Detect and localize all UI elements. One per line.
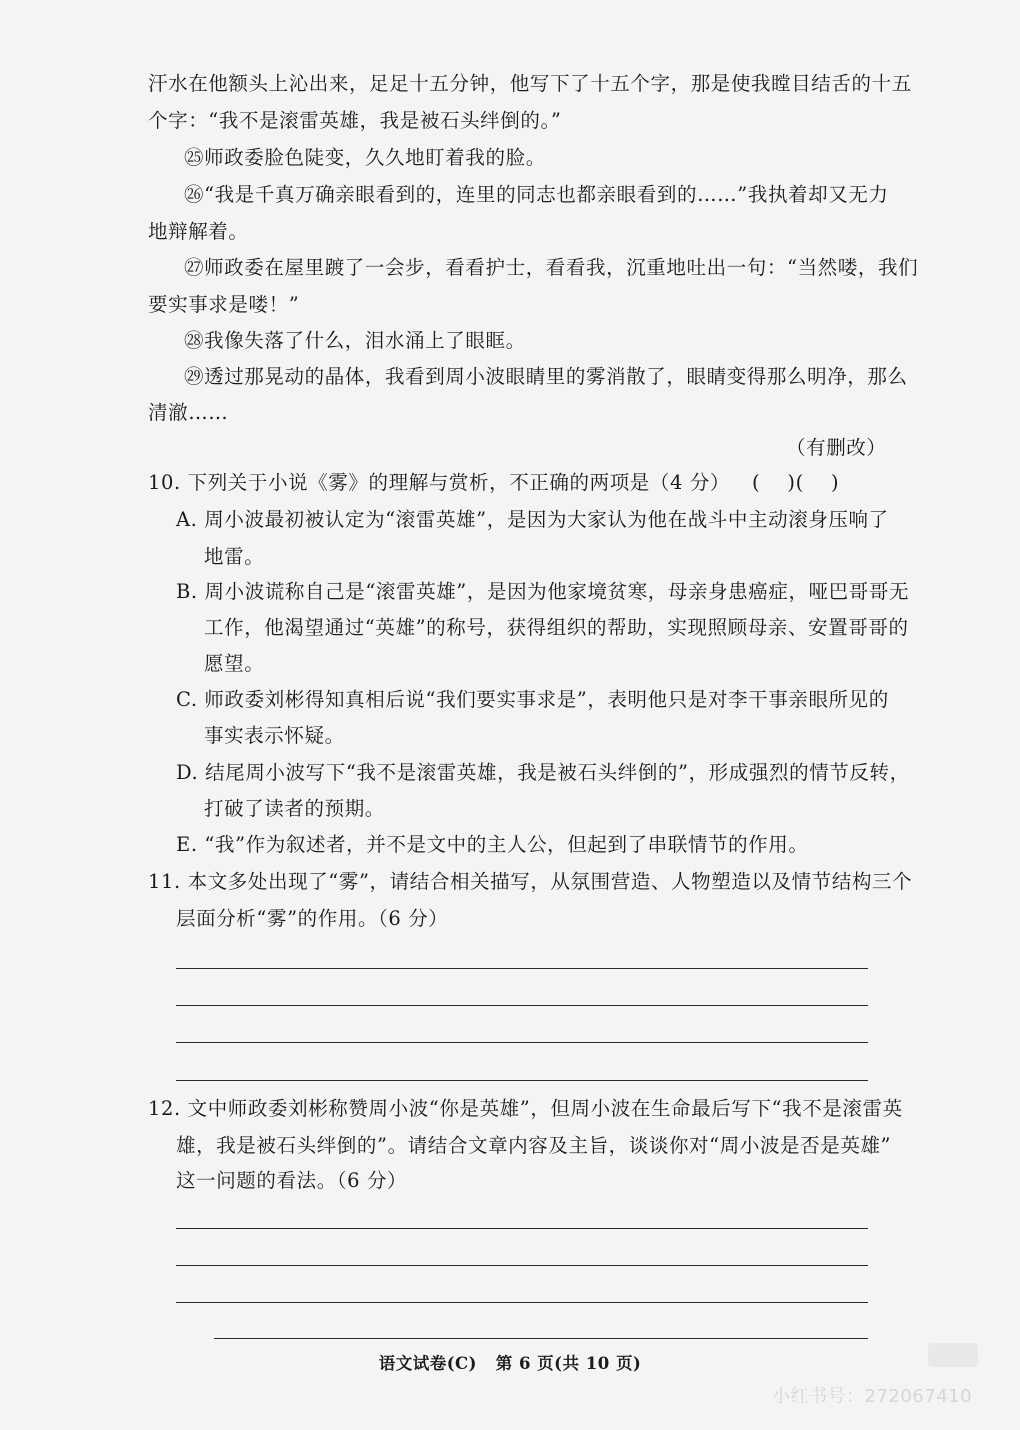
option-a-cont: 地雷。 [204,545,265,568]
passage-line: 汗水在他额头上沁出来，足足十五分钟，他写下了十五个字，那是使我瞠目结舌的十五 [148,72,912,95]
answer-line[interactable] [176,1042,868,1043]
option-d: D. 结尾周小波写下“我不是滚雷英雄，我是被石头绊倒的”，形成强烈的情节反转， [176,761,910,784]
passage-paragraph-26: ㉖“我是千真万确亲眼看到的，连里的同志也都亲眼看到的……”我执着却又无力 [184,183,889,206]
option-b-cont: 工作，他渴望通过“英雄”的称号，获得组织的帮助，实现照顾母亲、安置哥哥的 [204,616,909,639]
option-b-cont: 愿望。 [204,652,265,675]
question-10-stem: 10. 下列关于小说《雾》的理解与赏析，不正确的两项是（4 分） [148,471,731,494]
watermark: 小红书号：272067410 [772,1386,973,1407]
answer-line[interactable] [176,1080,868,1081]
passage-paragraph-29: ㉙透过那晃动的晶体，我看到周小波眼睛里的雾消散了，眼睛变得那么明净，那么 [184,365,908,388]
option-c-cont: 事实表示怀疑。 [204,724,345,747]
answer-line[interactable] [176,1228,868,1229]
option-d-cont: 打破了读者的预期。 [204,797,385,820]
question-11-stem-cont: 层面分析“雾”的作用。（6 分） [176,907,449,930]
passage-paragraph-27: ㉗师政委在屋里踱了一会步，看看护士，看看我，沉重地吐出一句：“当然喽，我们 [184,256,919,279]
answer-line[interactable] [176,1302,868,1303]
option-e: E. “我”作为叙述者，并不是文中的主人公，但起到了串联情节的作用。 [176,833,809,856]
passage-paragraph-25: ㉕师政委脸色陡变，久久地盯着我的脸。 [184,146,546,169]
page-footer: 语文试卷(C) 第 6 页(共 10 页) [378,1354,642,1373]
question-12-stem-cont: 这一问题的看法。（6 分） [176,1169,408,1192]
answer-line[interactable] [214,1338,868,1339]
option-c: C. 师政委刘彬得知真相后说“我们要实事求是”，表明他只是对李干事亲眼所见的 [176,688,889,711]
answer-line[interactable] [176,1265,868,1266]
watermark-logo-icon [928,1343,978,1367]
question-12-stem-cont: 雄，我是被石头绊倒的”。请结合文章内容及主旨，谈谈你对“周小波是否是英雄” [176,1134,892,1157]
passage-line: 清澈…… [148,401,229,424]
answer-line[interactable] [176,968,868,969]
question-11-stem: 11. 本文多处出现了“雾”，请结合相关描写，从氛围营造、人物塑造以及情节结构三个 [148,870,913,893]
option-b: B. 周小波谎称自己是“滚雷英雄”，是因为他家境贫寒，母亲身患癌症，哑巴哥哥无 [176,580,910,603]
question-10-answer-blanks: ( )( ) [752,471,840,494]
passage-paragraph-28: ㉘我像失落了什么，泪水涌上了眼眶。 [184,329,526,352]
option-a: A. 周小波最初被认定为“滚雷英雄”，是因为大家认为他在战斗中主动滚身压响了 [176,508,889,531]
question-12-stem: 12. 文中师政委刘彬称赞周小波“你是英雄”，但周小波在生命最后写下“我不是滚雷英 [148,1097,903,1120]
answer-line[interactable] [176,1005,868,1006]
passage-line: 个字：“我不是滚雷英雄，我是被石头绊倒的。” [148,109,562,132]
source-note: （有删改） [786,436,887,459]
passage-line: 要实事求是喽！” [148,293,300,316]
passage-line: 地辩解着。 [148,220,249,243]
